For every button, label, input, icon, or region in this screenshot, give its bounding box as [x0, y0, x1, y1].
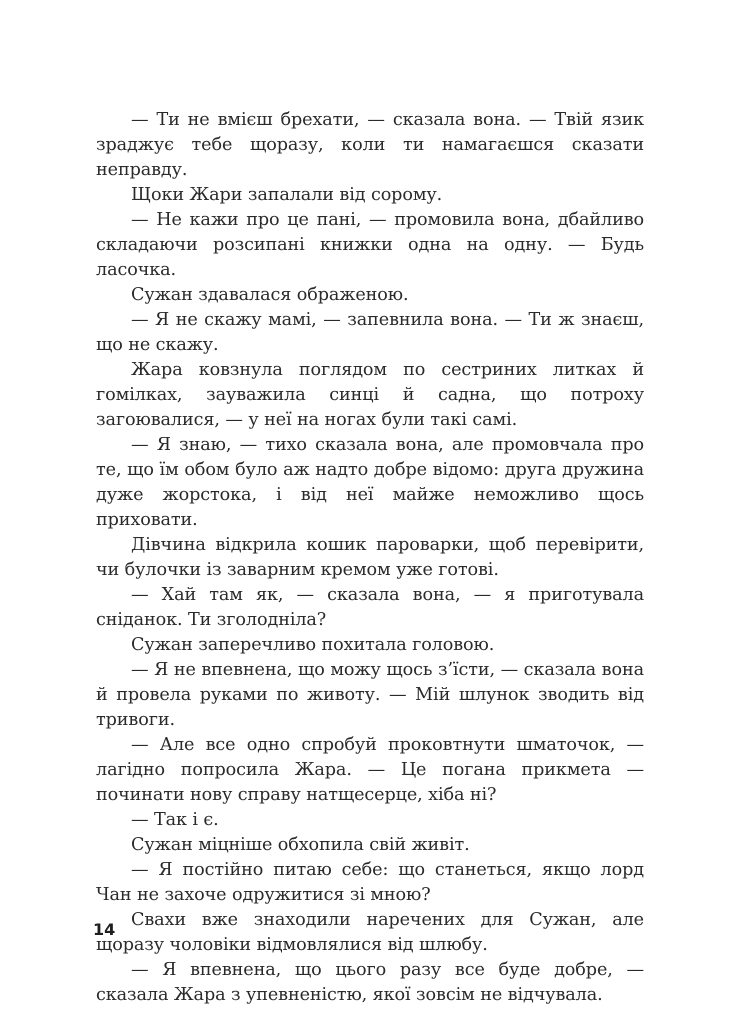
- paragraph: Дівчина відкрила кошик пароварки, щоб перевірити, чи булочки із заварним кремом уже готові.: [96, 535, 644, 580]
- paragraph: — Я не скажу мамі, — запевнила вона. — Ти ж знаєш, що не скажу.: [96, 310, 644, 355]
- paragraph: — Хай там як, — сказала вона, — я приготувала сніданок. Ти зголодніла?: [96, 585, 644, 630]
- paragraph: — Я не впевнена, що можу щось з’їсти, — сказала вона й провела руками по животу. — Мій шлунок зводить від тривоги.: [96, 660, 644, 730]
- paragraph: — Я впевнена, що цього разу все буде добре, — сказала Жара з упевненістю, якої зовсім не відчувала.: [96, 960, 644, 1005]
- paragraph: — Ти не вмієш брехати, — сказала вона. — Твій язик зраджує тебе щоразу, коли ти намагаєшся сказати неправду.: [96, 110, 644, 180]
- paragraph: Щоки Жари запалали від сорому.: [131, 185, 443, 205]
- paragraph: — Не кажи про це пані, — промовила вона, дбайливо складаючи розсипані книжки одна на одну. — Будь ласочка.: [96, 210, 644, 280]
- body-text: [96, 108, 644, 1008]
- paragraph: Сужан заперечливо похитала головою.: [131, 635, 495, 655]
- paragraph: Сужан міцніше обхопила свій живіт.: [131, 835, 470, 855]
- paragraph: — Так і є.: [131, 810, 219, 830]
- page-number: 14: [93, 920, 116, 939]
- paragraph: — Я знаю, — тихо сказала вона, але промовчала про те, що їм обом було аж надто добре відомо: друга дружина дуже жорстока, і від неї майже неможливо щось приховати.: [96, 435, 644, 530]
- paragraph: Сужан здавалася ображеною.: [131, 285, 409, 305]
- paragraph: Жара ковзнула поглядом по сестриних литках й гомілках, зауважила синці й садна, що потроху загоювалися, — у неї на ногах були такі самі.: [96, 360, 644, 430]
- paragraph: — Я постійно питаю себе: що станеться, якщо лорд Чан не захоче одружитися зі мною?: [96, 860, 644, 905]
- paragraph: — Але все одно спробуй проковтнути шматочок, — лагідно попросила Жара. — Це погана прикмета — починати нову справу натщесерце, хіба ні?: [96, 735, 644, 805]
- paragraph: Свахи вже знаходили наречених для Сужан, але щоразу чоловіки відмовлялися від шлюбу.: [96, 910, 644, 955]
